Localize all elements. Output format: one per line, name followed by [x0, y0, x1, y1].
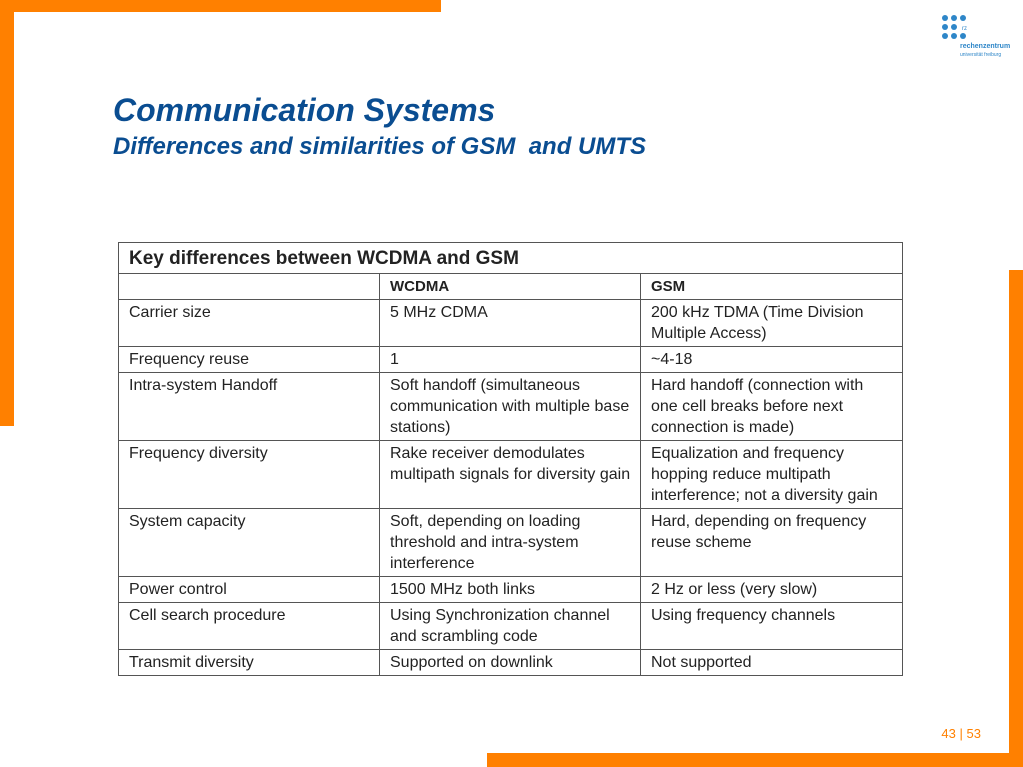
orange-accent-bar-top [0, 0, 441, 12]
table-header-row [119, 274, 903, 300]
page-current: 43 [941, 726, 956, 741]
wcdma-cell: Soft handoff (simultaneous communication with multiple base stations) [380, 373, 641, 441]
table-row [119, 373, 903, 441]
gsm-cell: ~4-18 [641, 347, 903, 373]
logo-name: rechenzentrum [960, 43, 1011, 50]
table-row [119, 441, 903, 509]
wcdma-cell: Using Synchronization channel and scrambling code [380, 603, 641, 650]
page-number [941, 726, 981, 741]
page-separator: | [959, 726, 963, 741]
gsm-cell: Equalization and frequency hopping reduce multipath interference; not a diversity gain [641, 441, 903, 509]
feature-cell: System capacity [119, 509, 380, 577]
rechenzentrum-logo [938, 12, 1013, 62]
feature-cell: Carrier size [119, 300, 380, 347]
table-row [119, 603, 903, 650]
wcdma-cell: Rake receiver demodulates multipath signals for diversity gain [380, 441, 641, 509]
column-header-wcdma: WCDMA [380, 274, 641, 300]
table-row [119, 347, 903, 373]
feature-cell: Cell search procedure [119, 603, 380, 650]
logo-initials: rz [962, 26, 967, 32]
gsm-cell: Using frequency channels [641, 603, 903, 650]
wcdma-cell: 1 [380, 347, 641, 373]
orange-accent-bar-left [0, 0, 14, 426]
orange-accent-bar-right [1009, 270, 1023, 767]
wcdma-cell: 1500 MHz both links [380, 577, 641, 603]
column-header-feature [119, 274, 380, 300]
wcdma-cell: Soft, depending on loading threshold and intra-system interference [380, 509, 641, 577]
table-caption-row [119, 243, 903, 274]
feature-cell: Frequency reuse [119, 347, 380, 373]
feature-cell: Power control [119, 577, 380, 603]
orange-accent-bar-bottom [487, 753, 1023, 767]
wcdma-cell: Supported on downlink [380, 650, 641, 676]
table-row [119, 577, 903, 603]
slide-subtitle: Differences and similarities of GSM and UMTS [113, 133, 647, 160]
wcdma-cell: 5 MHz CDMA [380, 300, 641, 347]
table-row [119, 650, 903, 676]
feature-cell: Frequency diversity [119, 441, 380, 509]
logo-subname: universität freiburg [960, 52, 1002, 58]
column-header-gsm: GSM [641, 274, 903, 300]
page-total: 53 [966, 726, 981, 741]
gsm-cell: Hard handoff (connection with one cell breaks before next connection is made) [641, 373, 903, 441]
feature-cell: Transmit diversity [119, 650, 380, 676]
gsm-cell: 200 kHz TDMA (Time Division Multiple Access) [641, 300, 903, 347]
gsm-cell: 2 Hz or less (very slow) [641, 577, 903, 603]
feature-cell: Intra-system Handoff [119, 373, 380, 441]
table-row [119, 300, 903, 347]
gsm-cell: Not supported [641, 650, 903, 676]
gsm-cell: Hard, depending on frequency reuse scheme [641, 509, 903, 577]
slide-title: Communication Systems [113, 92, 496, 128]
comparison-table [118, 242, 903, 676]
table-caption: Key differences between WCDMA and GSM [119, 243, 903, 274]
table-row [119, 509, 903, 577]
